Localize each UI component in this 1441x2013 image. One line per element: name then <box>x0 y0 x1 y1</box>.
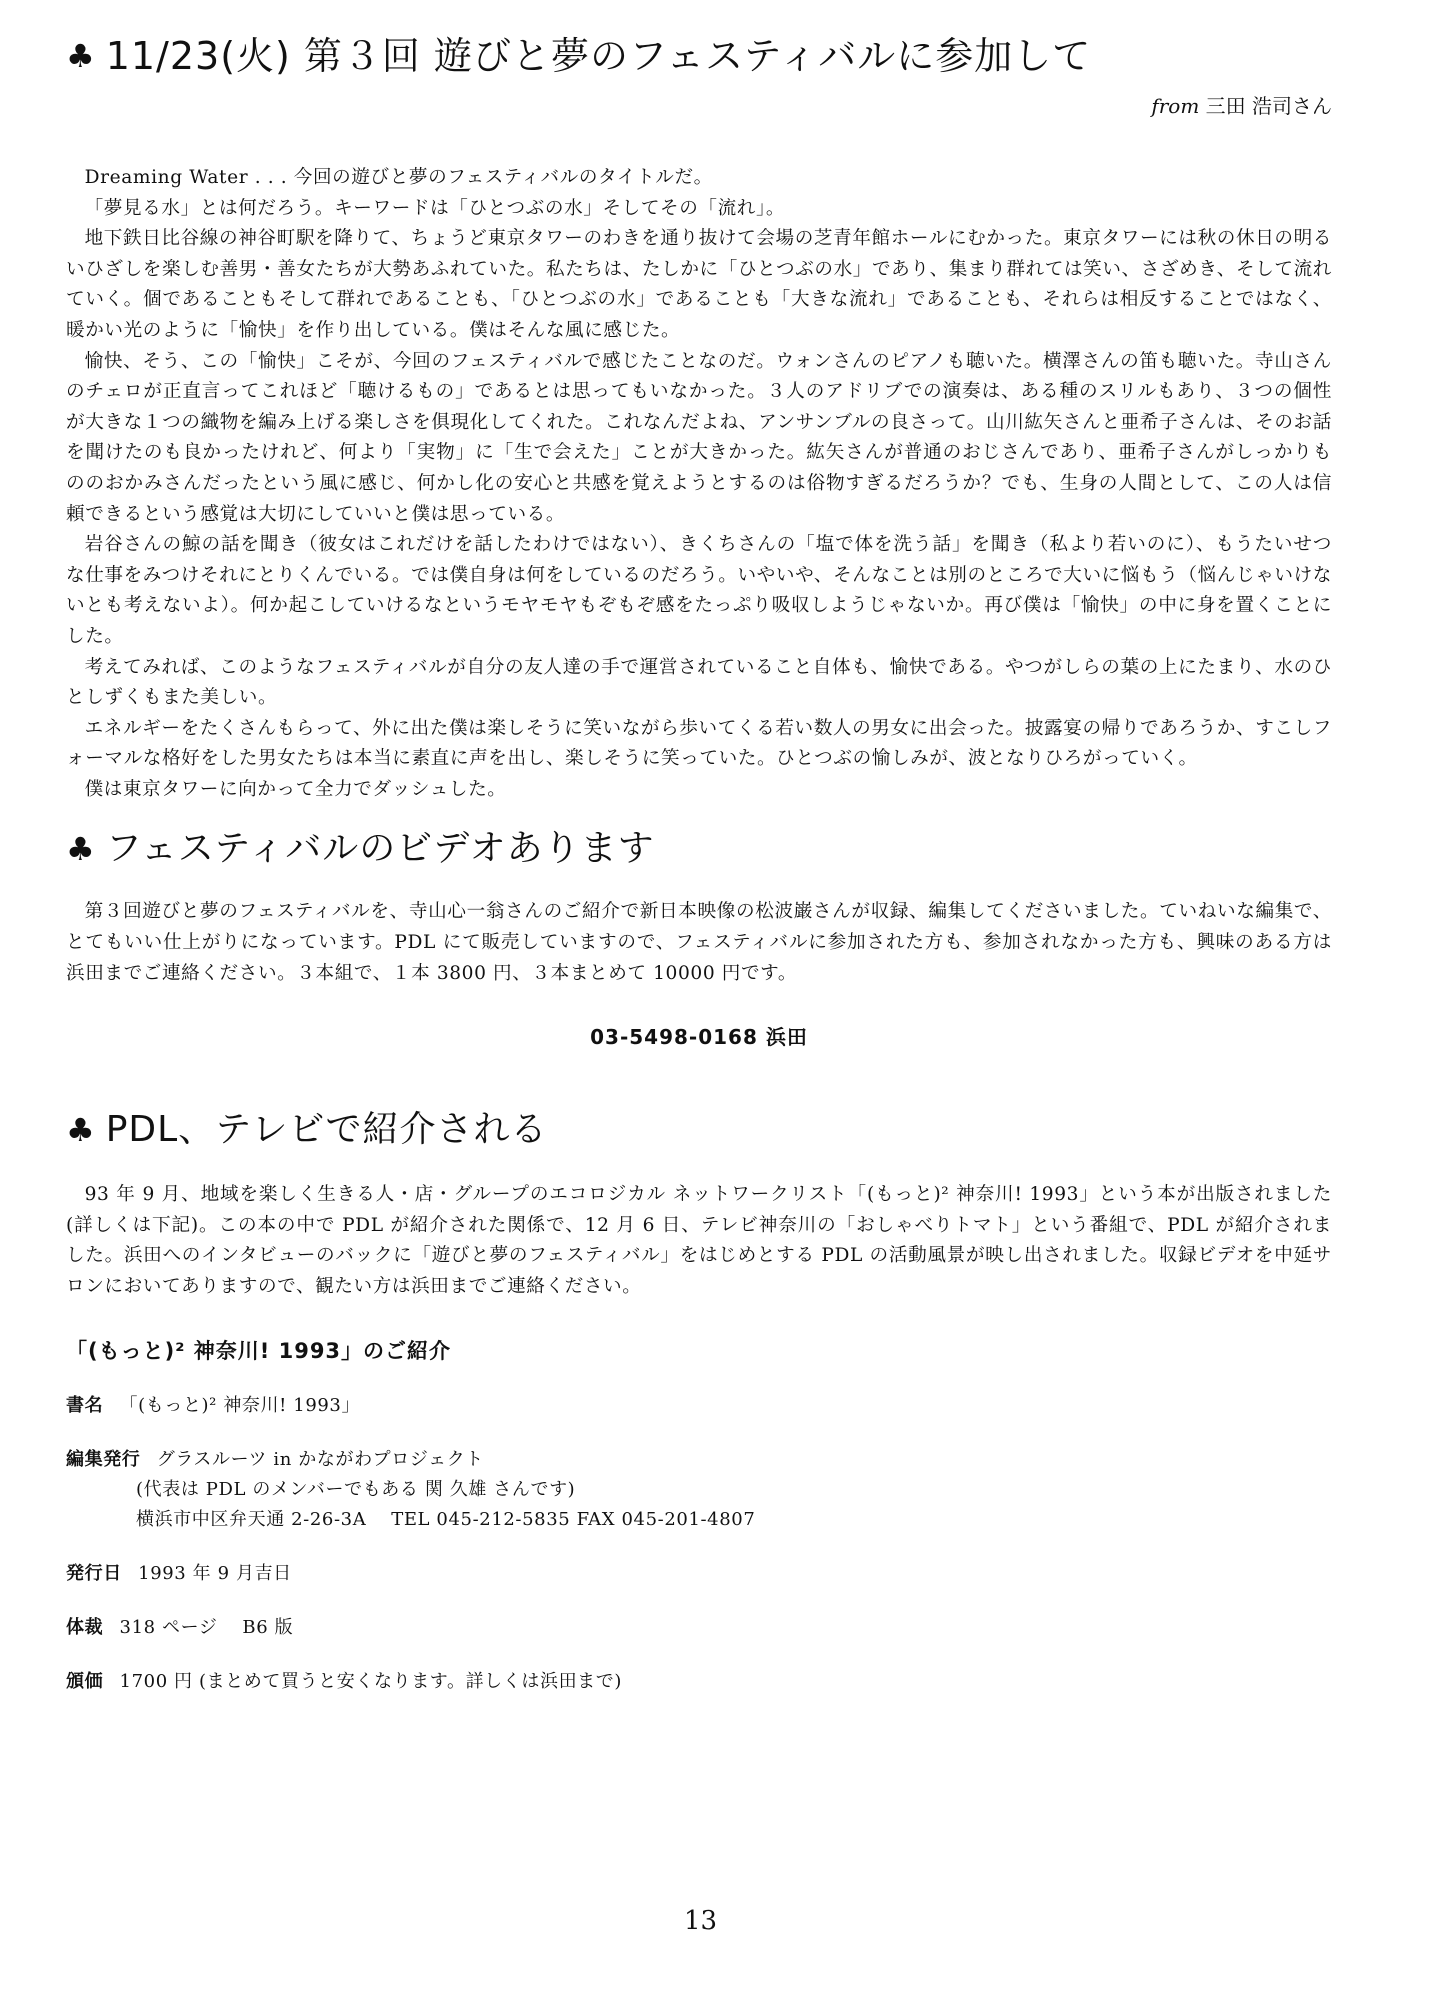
article-tv-body <box>66 1180 1332 1302</box>
byline-name: 三田 浩司さん <box>1205 94 1332 118</box>
book-date-label: 発行日 <box>66 1562 122 1584</box>
club-icon: ♣ <box>66 830 96 869</box>
contact-phone: 03-5498-0168 浜田 <box>590 1025 808 1050</box>
book-publisher-value: グラスルーツ in かながわプロジェクト <box>156 1448 484 1470</box>
book-publisher-note: (代表は PDL のメンバーでもある 関 久雄 さんです) <box>136 1478 576 1500</box>
book-title-value: 「(もっと)² 神奈川! 1993」 <box>119 1394 361 1416</box>
book-format-label: 体裁 <box>66 1616 104 1638</box>
book-price-label: 頒価 <box>66 1670 104 1692</box>
book-title-label: 書名 <box>66 1394 104 1416</box>
article-festival-body <box>66 163 1332 805</box>
book-date-value: 1993 年 9 月吉日 <box>138 1562 292 1584</box>
paragraph: 岩谷さんの鯨の話を聞き（彼女はこれだけを話したわけではない）、きくちさんの「塩で体を洗う話」を聞き（私より若いのに）、もうたいせつな仕事をみつけそれにとりくんでいる。では僕自身は何をしているのだろう。いやいや、そんなことは別のところで大いに悩もう（悩んじゃいけないとも考えないよ）。何か起こしていけるなというモヤモヤもぞもぞ感をたっぷり吸収しようじゃないか。再び僕は「愉快」の中に身を置くことにした。 <box>66 534 1332 647</box>
author-byline <box>66 90 1332 119</box>
book-publisher-label: 編集発行 <box>66 1448 141 1470</box>
book-publisher-row <box>66 1445 1332 1535</box>
paragraph: 愉快、そう、この「愉快」こそが、今回のフェスティバルで感じたことなのだ。ウォンさんのピアノも聴いた。横澤さんの笛も聴いた。寺山さんのチェロが正直言ってこれほど「聴けるもの」であるとは思ってもいなかった。３人のアドリブでの演奏は、ある種のスリルもあり、３つの個性が大きな１つの織物を編み上げる楽しさを俱現化してくれた。これなんだよね、アンサンブルの良さって。山川紘矢さんと亜希子さんは、そのお話を聞けたのも良かったけれど、何より「実物」に「生で会えた」ことが大きかった。紘矢さんが普通のおじさんであり、亜希子さんがしっかりもののおかみさんだったという風に感じ、何かし化の安心と共感を覚えようとするのは俗物すぎるだろうか？でも、生身の人間として、この人は信頼できるという感覚は大切にしていいと僕は思っている。 <box>66 350 1332 525</box>
byline-from: from <box>1151 94 1200 118</box>
paragraph: 93 年 9 月、地域を楽しく生きる人・店・グループのエコロジカル ネットワークリスト「(もっと)² 神奈川! 1993」という本が出版されました (詳しくは下記)。この本の中で PDL が紹介された関係で、12 月 6 日、テレビ神奈川の「おしゃべりトマト」という番組で、PDL が紹介されました。浜田へのインタビューのバックに「遊びと夢のフェスティバル」をはじめとする PDL の活動風景が映し出されました。収録ビデオを中延サロンにおいてありますので、観たい方は浜田までご連絡ください。 <box>66 1184 1332 1298</box>
paragraph: Dreaming Water . . . 今回の遊びと夢のフェスティバルのタイトルだ。 <box>84 167 713 188</box>
page-number: 13 <box>684 1906 718 1936</box>
article-tv-title: PDL、テレビで紹介される <box>105 1109 548 1151</box>
article-video-heading <box>66 823 1332 875</box>
book-date-row <box>66 1559 1332 1589</box>
paragraph: 「夢見る水」とは何だろう。キーワードは「ひとつぶの水」そしてその「流れ」。 <box>84 197 786 219</box>
club-icon: ♣ <box>66 37 96 75</box>
book-format-row <box>66 1613 1332 1643</box>
book-price-value: 1700 円 (まとめて買うと安くなります。詳しくは浜田まで) <box>119 1670 622 1692</box>
article-festival-heading <box>66 28 1332 84</box>
club-icon: ♣ <box>66 1111 96 1150</box>
article-festival-title: 11/23(火) 第３回 遊びと夢のフェスティバルに参加して <box>105 34 1092 78</box>
paragraph: 地下鉄日比谷線の神谷町駅を降りて、ちょうど東京タワーのわきを通り抜けて会場の芝青年館ホールにむかった。東京タワーには秋の休日の明るいひざしを楽しむ善男・善女たちが大勢あふれていた。私たちは、たしかに「ひとつぶの水」であり、集まり群れては笑い、さざめき、そして流れていく。個であることもそして群れであることも、「ひとつぶの水」であることも「大きな流れ」であることも、それらは相反することではなく、暖かい光のように「愉快」を作り出している。僕はそんな風に感じた。 <box>66 228 1332 341</box>
book-info <box>66 1391 1332 1697</box>
paragraph: エネルギーをたくさんもらって、外に出た僕は楽しそうに笑いながら歩いてくる若い数人の男女に出会った。披露宴の帰りであろうか、すこしフォーマルな格好をした男女たちは本当に素直に声を出し、楽しそうに笑っていた。ひとつぶの愉しみが、波となりひろがっていく。 <box>66 717 1332 770</box>
article-video-body <box>66 897 1332 989</box>
article-tv-heading <box>66 1104 1332 1156</box>
book-format-value: 318 ページ B6 版 <box>119 1616 294 1638</box>
book-publisher-address: 横浜市中区弁天通 2-26-3A TEL 045-212-5835 FAX 045-201-4807 <box>136 1508 756 1530</box>
book-title-row <box>66 1391 1332 1421</box>
paragraph: 僕は東京タワーに向かって全力でダッシュした。 <box>84 778 507 800</box>
paragraph: 第３回遊びと夢のフェスティバルを、寺山心一翁さんのご紹介で新日本映像の松波巌さんが収録、編集してくださいました。ていねいな編集で、とてもいい仕上がりになっています。PDL にて販売していますので、フェスティバルに参加された方も、参加されなかった方も、興味のある方は浜田までご連絡ください。３本組で、１本 3800 円、３本まとめて 10000 円です。 <box>66 901 1332 984</box>
article-video-title: フェスティバルのビデオあります <box>105 828 655 870</box>
book-intro-heading: 「(もっと)² 神奈川! 1993」のご紹介 <box>66 1338 452 1363</box>
paragraph: 考えてみれば、このようなフェスティバルが自分の友人達の手で運営されていること自体も、愉快である。やつがしらの葉の上にたまり、水のひとしずくもまた美しい。 <box>66 656 1332 709</box>
newsletter-page <box>66 28 1332 1721</box>
book-price-row <box>66 1667 1332 1697</box>
